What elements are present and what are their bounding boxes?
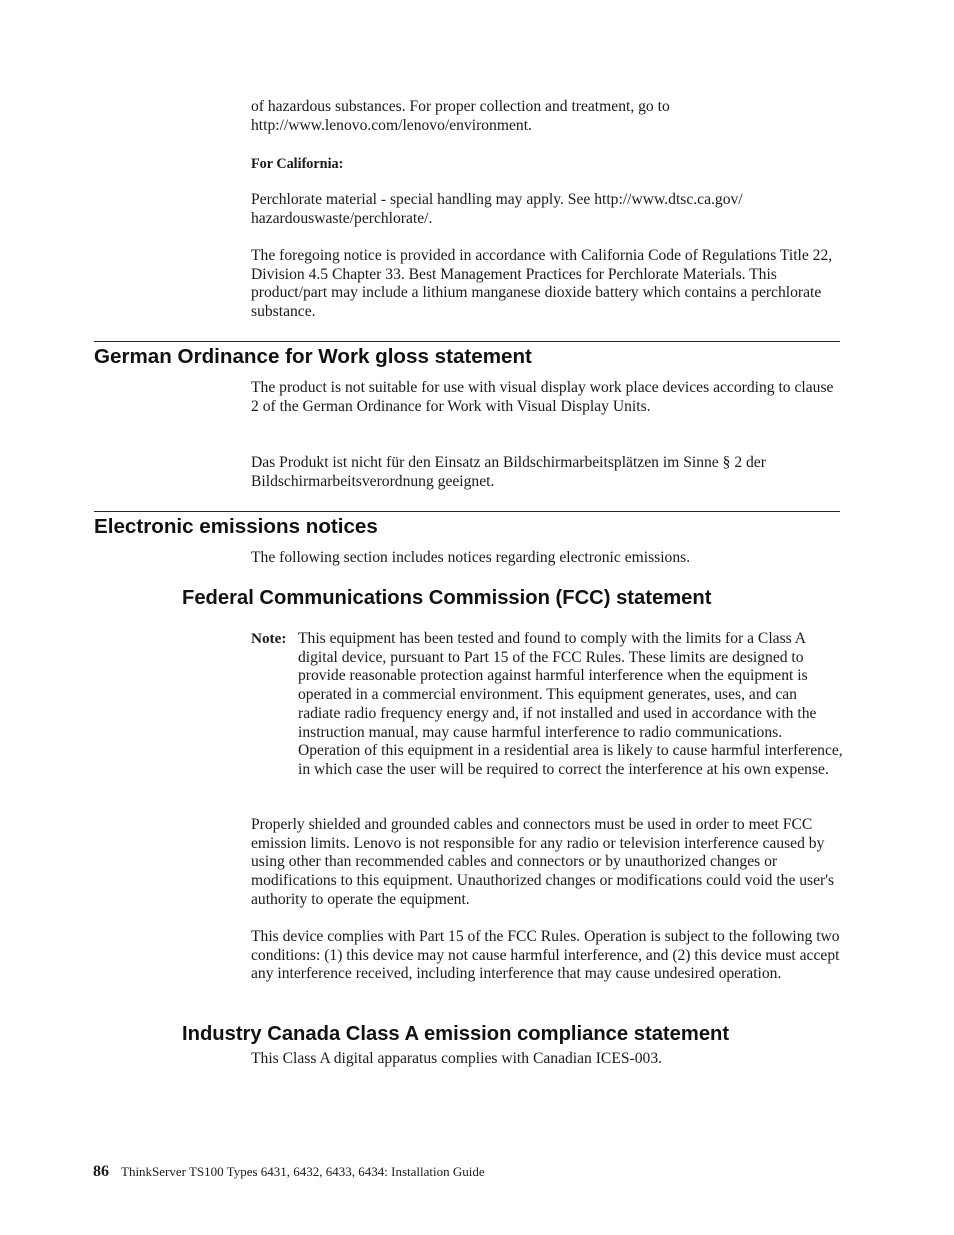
industry-canada-paragraph: This Class A digital apparatus complies with Canadian ICES-003. bbox=[251, 1050, 663, 1067]
perchlorate-paragraph: Perchlorate material - special handling may apply. See http://www.dtsc.ca.gov/ hazardouswaste/perchlorate/. bbox=[251, 191, 743, 227]
hazardous-substances-paragraph: of hazardous substances. For proper collection and treatment, go to http://www.lenovo.com/lenovo/environment. bbox=[251, 98, 670, 134]
california-code-paragraph: The foregoing notice is provided in accordance with California Code of Regulations Title 22, Division 4.5 Chapter 33. Best Management Practices for Perchlorate Materials. This product/part may include a lithium manganese dioxide battery which contains a perchlorate substance. bbox=[251, 247, 833, 321]
fcc-cables-paragraph: Properly shielded and grounded cables and connectors must be used in order to meet FCC emission limits. Lenovo is not responsible for any radio or television interference caused by using other than recommended cables and connectors or by unauthorized changes or modifications to this equipment. Unauthorized changes or modifications could void the user's authority to operate the equipment. bbox=[251, 816, 835, 908]
section-divider bbox=[94, 511, 840, 512]
page-footer bbox=[93, 1162, 485, 1182]
electronic-emissions-heading: Electronic emissions notices bbox=[94, 515, 378, 538]
german-ordinance-paragraph-en: The product is not suitable for use with visual display work place devices according to clause 2 of the German Ordinance for Work with Visual Display Units. bbox=[251, 379, 834, 415]
fcc-note bbox=[251, 630, 843, 780]
german-ordinance-paragraph-de: Das Produkt ist nicht für den Einsatz an Bildschirmarbeitsplätzen im Sinne § 2 der Bildschirmarbeitsverordnung geeignet. bbox=[251, 454, 766, 490]
california-label: For California: bbox=[251, 156, 344, 172]
german-ordinance-heading: German Ordinance for Work gloss statement bbox=[94, 345, 532, 368]
section-divider bbox=[94, 341, 840, 342]
note-label: Note: bbox=[251, 630, 287, 647]
page-number: 86 bbox=[93, 1163, 109, 1180]
industry-canada-heading: Industry Canada Class A emission compliance statement bbox=[182, 1023, 730, 1045]
document-title: ThinkServer TS100 Types 6431, 6432, 6433, 6434: Installation Guide bbox=[121, 1164, 485, 1179]
fcc-part15-paragraph: This device complies with Part 15 of the FCC Rules. Operation is subject to the following two conditions: (1) this device may not cause harmful interference, and (2) this device must accept any interference received, including interference that may cause undesired operation. bbox=[251, 928, 840, 983]
emissions-intro-paragraph: The following section includes notices regarding electronic emissions. bbox=[251, 549, 691, 566]
note-text: This equipment has been tested and found to comply with the limits for a Class A digital device, pursuant to Part 15 of the FCC Rules. These limits are designed to provide reasonable protection against harmful interference when the equipment is operated in a commercial environment. This equipment generates, uses, and can radiate radio frequency energy and, if not installed and used in accordance with the instruction manual, may cause harmful interference to radio communications. Operation of this equipment in a residential area is likely to cause harmful interference, in which case the user will be required to correct the interference at his own expense. bbox=[298, 630, 843, 778]
fcc-heading: Federal Communications Commission (FCC) statement bbox=[182, 587, 712, 609]
